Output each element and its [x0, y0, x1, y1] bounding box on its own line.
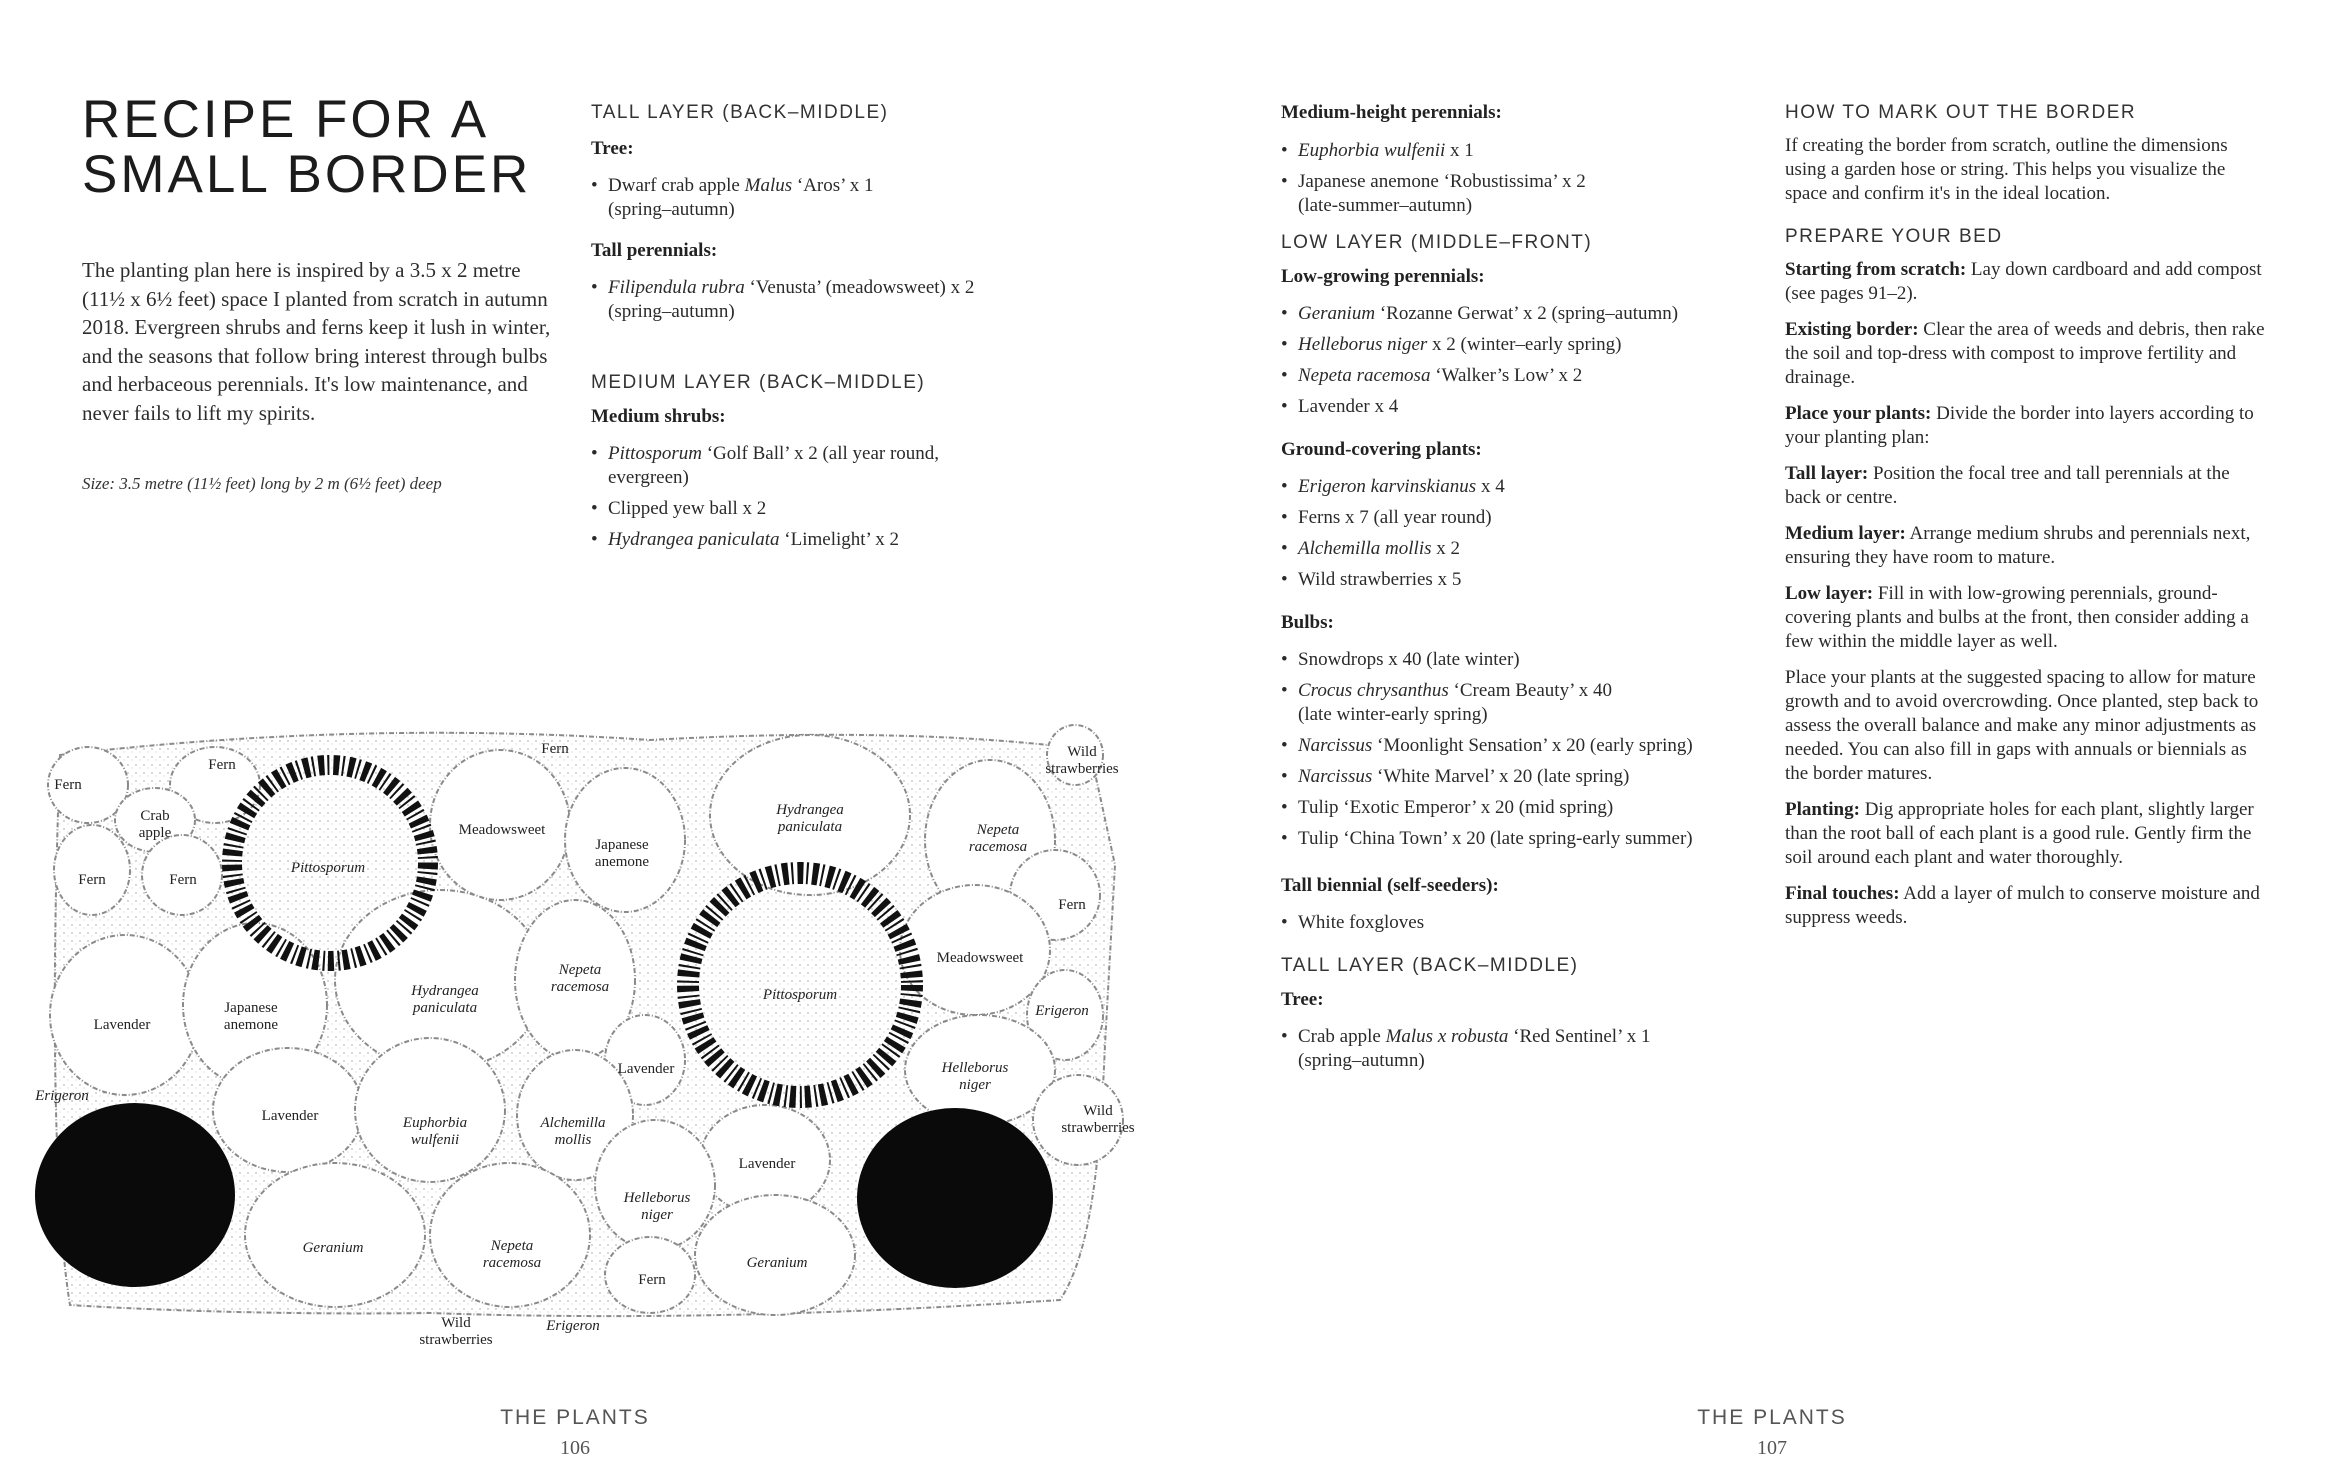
plan-label: Nepeta racemosa	[482, 1238, 542, 1271]
list-item-text: Dwarf crab apple	[608, 175, 745, 196]
plan-label: Euphorbia wulfenii	[402, 1115, 468, 1148]
list-item-italic-name: Malus	[744, 175, 793, 196]
list-item-italic-name: Crocus chrysanthus	[1298, 680, 1449, 701]
list-item	[1281, 568, 1761, 592]
instruction-lead: Final touches:	[1785, 883, 1900, 904]
plan-label: Japanese anemone	[223, 1000, 279, 1033]
list-item-second-line: (spring–autumn)	[1298, 1050, 1425, 1071]
list-item-text-after: x 4	[1476, 476, 1505, 497]
plan-label: Pittosporum	[762, 987, 838, 1003]
list-item-text-after: x 2	[1431, 538, 1461, 559]
list-low-perennials	[1281, 302, 1761, 419]
plan-label: Lavender	[261, 1108, 319, 1124]
plan-label: Erigeron	[546, 1318, 600, 1334]
list-item-italic-name: Alchemilla mollis	[1298, 538, 1432, 559]
bed-lavender-1	[50, 935, 200, 1095]
list-item-text-after: ‘Venusta’ (meadowsweet) x 2	[744, 277, 975, 298]
list-item-text-after: ‘Moonlight Sensation’ x 20 (early spring)	[1372, 735, 1693, 756]
page-number-right: 107	[1757, 1437, 1787, 1459]
list-tall-perennials	[591, 276, 1021, 324]
list-item	[591, 174, 1021, 222]
instruction-text: Dig appropriate holes for each plant, slightly larger than the root ball of each plant is a good rule. Gently firm the soil around each plant and water thoroughly.	[1785, 799, 2254, 868]
list-item	[1281, 679, 1761, 727]
list-item-text: Clipped yew ball x 2	[608, 498, 767, 519]
bed-japanese-anemone-1	[565, 768, 685, 912]
instruction-text: Divide the border into layers according to your planting plan:	[1785, 403, 2254, 448]
column-instructions	[1785, 102, 2267, 942]
plan-label: Meadowsweet	[936, 950, 1024, 966]
bed-helleborus-1	[905, 1015, 1055, 1125]
plan-label: Lavender	[738, 1156, 796, 1172]
list-bulbs	[1281, 648, 1761, 851]
list-item-italic-name: Helleborus niger	[1298, 334, 1428, 355]
list-item-text: Tulip ‘China Town’ x 20 (late spring-early summer)	[1298, 828, 1693, 849]
plan-label: Helleborus niger	[623, 1190, 691, 1223]
footer-section-left: THE PLANTS	[500, 1406, 650, 1429]
plan-label: Erigeron	[1035, 1003, 1089, 1019]
plan-label: Fern	[208, 757, 236, 773]
instruction-lead: Existing border:	[1785, 319, 1919, 340]
plan-label: Meadowsweet	[458, 822, 546, 838]
instruction-text: Fill in with low-growing perennials, ground-covering plants and bulbs at the front, then consider adding a few within the middle layer as well.	[1785, 583, 2249, 652]
label-medium-perennials: Medium-height perennials:	[1281, 102, 1502, 123]
list-item-italic-name: Hydrangea paniculata	[608, 529, 780, 550]
bed-geranium-2	[695, 1195, 855, 1315]
label-low-perennials: Low-growing perennials:	[1281, 266, 1485, 287]
page-title	[82, 92, 531, 202]
instruction-paragraph	[1785, 798, 2267, 870]
bed-geranium-1	[245, 1163, 425, 1307]
instruction-paragraph	[1785, 666, 2267, 786]
instruction-text: Lay down cardboard and add compost (see pages 91–2).	[1785, 259, 2262, 304]
plan-label: Hydrangea paniculata	[411, 983, 479, 1016]
column-tall-medium	[591, 102, 1021, 559]
list-item-text-after: ‘Golf Ball’ x 2 (all year round,	[701, 443, 940, 464]
list-item	[1281, 506, 1761, 530]
list-item-second-line: (spring–autumn)	[608, 301, 735, 322]
bed-helleborus-2	[595, 1120, 715, 1250]
bed-nepeta-3	[430, 1163, 590, 1307]
instruction-lead: Tall layer:	[1785, 463, 1869, 484]
list-item-text-after: ‘Rozanne Gerwat’ x 2 (spring–autumn)	[1375, 303, 1679, 324]
instruction-text: Clear the area of weeds and debris, then rake the soil and top-dress with compost to improve fertility and drainage.	[1785, 319, 2265, 388]
plan-label: Erigeron	[35, 1088, 89, 1104]
list-item	[1281, 765, 1761, 789]
instruction-paragraph	[1785, 318, 2267, 390]
heading-mark-out: HOW TO MARK OUT THE BORDER	[1785, 102, 2137, 123]
plan-label: Pittosporum	[290, 860, 366, 876]
instruction-lead: Low layer:	[1785, 583, 1874, 604]
list-item	[1281, 648, 1761, 672]
plan-label: Wild strawberries	[1061, 1103, 1135, 1136]
list-item-italic-name: Geranium	[1298, 303, 1376, 324]
list-item	[591, 442, 1021, 490]
instruction-lead: Medium layer:	[1785, 523, 1906, 544]
list-item-italic-name: Filipendula rubra	[608, 277, 745, 298]
list-item-second-line: (late-summer–autumn)	[1298, 195, 1473, 216]
plan-label: Nepeta racemosa	[968, 822, 1028, 855]
list-item-text: Crab apple	[1298, 1026, 1386, 1047]
instruction-paragraph	[1785, 462, 2267, 510]
list-item	[1281, 395, 1761, 419]
instruction-lead: Place your plants:	[1785, 403, 1932, 424]
list-item-text: Wild strawberries x 5	[1298, 569, 1462, 590]
bed-meadowsweet-1	[430, 750, 570, 900]
plan-label: Fern	[78, 872, 106, 888]
list-medium-shrubs	[591, 442, 1021, 552]
list-item-text-after: ‘Cream Beauty’ x 40	[1448, 680, 1612, 701]
label-tree: Tree:	[591, 138, 634, 159]
size-caption: Size: 3.5 metre (11½ feet) long by 2 m (6½ feet) deep	[82, 474, 442, 493]
page-number-left: 106	[560, 1437, 590, 1459]
list-item-italic-name: Erigeron karvinskianus	[1298, 476, 1477, 497]
list-item	[1281, 537, 1761, 561]
heading-low-layer: LOW LAYER (MIDDLE–FRONT)	[1281, 232, 1593, 253]
list-tree	[591, 174, 1021, 222]
list-item	[1281, 364, 1761, 388]
list-item-text: Japanese anemone ‘Robustissima’ x 2	[1298, 171, 1586, 192]
intro-paragraph: The planting plan here is inspired by a 3.5 x 2 metre (11½ x 6½ feet) space I planted from scratch in autumn 2018. Evergreen shrubs and ferns keep it lush in winter, and the seasons that follow bring interest through bulbs and herbaceous perennials. It's low maintenance, and never fails to lift my spirits.	[82, 258, 551, 425]
plan-label: Fern	[638, 1272, 666, 1288]
list-item	[591, 276, 1021, 324]
list-item	[591, 528, 1021, 552]
plan-label: Lavender	[93, 1017, 151, 1033]
plan-label: Japanese anemone	[594, 837, 650, 870]
list-item	[1281, 1025, 1761, 1073]
list-item-text: Snowdrops x 40 (late winter)	[1298, 649, 1520, 670]
list-item	[1281, 475, 1761, 499]
plan-label: Helleborus niger	[941, 1060, 1009, 1093]
list-item-text-after: x 2 (winter–early spring)	[1427, 334, 1622, 355]
list-item	[1281, 911, 1761, 935]
label-medium-shrubs: Medium shrubs:	[591, 406, 726, 427]
list-tree-2	[1281, 1025, 1761, 1073]
plan-label: Wild strawberries	[1045, 744, 1119, 777]
bed-fern-6	[605, 1237, 695, 1313]
list-item-text: White foxgloves	[1298, 912, 1425, 933]
list-medium-perennials	[1281, 139, 1761, 218]
instruction-text: Position the focal tree and tall perennials at the back or centre.	[1785, 463, 2230, 508]
list-item-italic-name: Nepeta racemosa	[1298, 365, 1431, 386]
instruction-text: Add a layer of mulch to conserve moisture and suppress weeds.	[1785, 883, 2260, 928]
plan-label: Lavender	[617, 1061, 675, 1077]
list-item-italic-name: Euphorbia wulfenii	[1298, 140, 1446, 161]
plan-label: Wild strawberries	[419, 1315, 493, 1348]
label-tall-perennials: Tall perennials:	[591, 240, 718, 261]
list-item-italic-name: Malus x robusta	[1385, 1026, 1509, 1047]
list-item-italic-name: Narcissus	[1298, 766, 1373, 787]
label-tall-biennial: Tall biennial (self-seeders):	[1281, 875, 1499, 896]
list-item-text-after: ‘Walker’s Low’ x 2	[1430, 365, 1583, 386]
list-item-text: Lavender x 4	[1298, 396, 1399, 417]
page-title-line-1: RECIPE FOR A	[82, 90, 490, 149]
instruction-paragraph	[1785, 258, 2267, 306]
mark-out-text: If creating the border from scratch, outline the dimensions using a garden hose or string. This helps you visualize the space and confirm it's in the ideal location.	[1785, 135, 2228, 204]
list-item-second-line: (spring–autumn)	[608, 199, 735, 220]
list-tall-biennial	[1281, 911, 1761, 935]
heading-tall-layer-2: TALL LAYER (BACK–MIDDLE)	[1281, 955, 1579, 976]
plan-label: Fern	[54, 777, 82, 793]
instruction-paragraph	[1785, 582, 2267, 654]
plan-label: Hydrangea paniculata	[776, 802, 844, 835]
plan-label: Crab apple	[138, 808, 172, 841]
list-item	[591, 497, 1021, 521]
bed-lavender-3	[213, 1048, 363, 1172]
heading-tall-layer: TALL LAYER (BACK–MIDDLE)	[591, 102, 889, 123]
bed-fern-4	[142, 835, 222, 915]
list-item	[1281, 333, 1761, 357]
list-item-italic-name: Narcissus	[1298, 735, 1373, 756]
footer-section-right: THE PLANTS	[1697, 1406, 1847, 1429]
list-item-text-after: ‘Limelight’ x 2	[779, 529, 899, 550]
list-item	[1281, 796, 1761, 820]
bed-wild-strawberries-2	[1047, 725, 1103, 785]
list-item-second-line: evergreen)	[608, 467, 689, 488]
instruction-paragraph	[1785, 402, 2267, 450]
bed-wild-strawberries-1	[1033, 1075, 1123, 1165]
prepare-bed-paragraphs	[1785, 258, 2267, 930]
instruction-paragraph	[1785, 882, 2267, 930]
list-item	[1281, 139, 1761, 163]
instruction-text: Arrange medium shrubs and perennials next, ensuring they have room to mature.	[1785, 523, 2251, 568]
bed-euphorbia	[355, 1038, 505, 1182]
list-item-italic-name: Pittosporum	[608, 443, 702, 464]
planting-plan-illustration	[30, 715, 1130, 1340]
list-item	[1281, 734, 1761, 758]
plan-label: Geranium	[746, 1255, 808, 1271]
label-tree-2: Tree:	[1281, 989, 1324, 1010]
page-title-line-2: SMALL BORDER	[82, 145, 532, 204]
list-item	[1281, 827, 1761, 851]
list-item-text-after: ‘Aros’ x 1	[792, 175, 874, 196]
label-bulbs: Bulbs:	[1281, 612, 1334, 633]
instruction-lead: Planting:	[1785, 799, 1860, 820]
instruction-text: Place your plants at the suggested spacing to allow for mature growth and to avoid overcrowding. Once planted, step back to assess the overall balance and make any minor adjustments as needed. You can also fill in gaps with annuals or biennials as the border matures.	[1785, 667, 2259, 784]
plan-label: Fern	[1058, 897, 1086, 913]
list-item-text-after: ‘Red Sentinel’ x 1	[1508, 1026, 1651, 1047]
list-item	[1281, 302, 1761, 326]
instruction-lead: Starting from scratch:	[1785, 259, 1967, 280]
plan-label: Fern	[169, 872, 197, 888]
plan-label: Nepeta racemosa	[550, 962, 610, 995]
yew-ball-1	[35, 1103, 235, 1287]
label-ground-covering: Ground-covering plants:	[1281, 439, 1482, 460]
list-item-second-line: (late winter-early spring)	[1298, 704, 1488, 725]
bed-fern-3	[54, 825, 130, 915]
column-plant-lists	[1281, 102, 1761, 1080]
instruction-paragraph	[1785, 522, 2267, 570]
plan-label: Alchemilla mollis	[540, 1115, 606, 1148]
heading-medium-layer: MEDIUM LAYER (BACK–MIDDLE)	[591, 372, 926, 393]
bed-hydrangea-1	[710, 735, 910, 895]
yew-ball-2	[857, 1108, 1053, 1288]
heading-prepare-bed: PREPARE YOUR BED	[1785, 226, 2003, 247]
list-item	[1281, 170, 1761, 218]
list-ground-covering	[1281, 475, 1761, 592]
list-item-text-after: ‘White Marvel’ x 20 (late spring)	[1372, 766, 1630, 787]
list-item-text-after: x 1	[1445, 140, 1474, 161]
list-item-text: Ferns x 7 (all year round)	[1298, 507, 1492, 528]
plan-label: Geranium	[302, 1240, 364, 1256]
plan-label: Fern	[541, 741, 569, 757]
list-item-text: Tulip ‘Exotic Emperor’ x 20 (mid spring)	[1298, 797, 1614, 818]
